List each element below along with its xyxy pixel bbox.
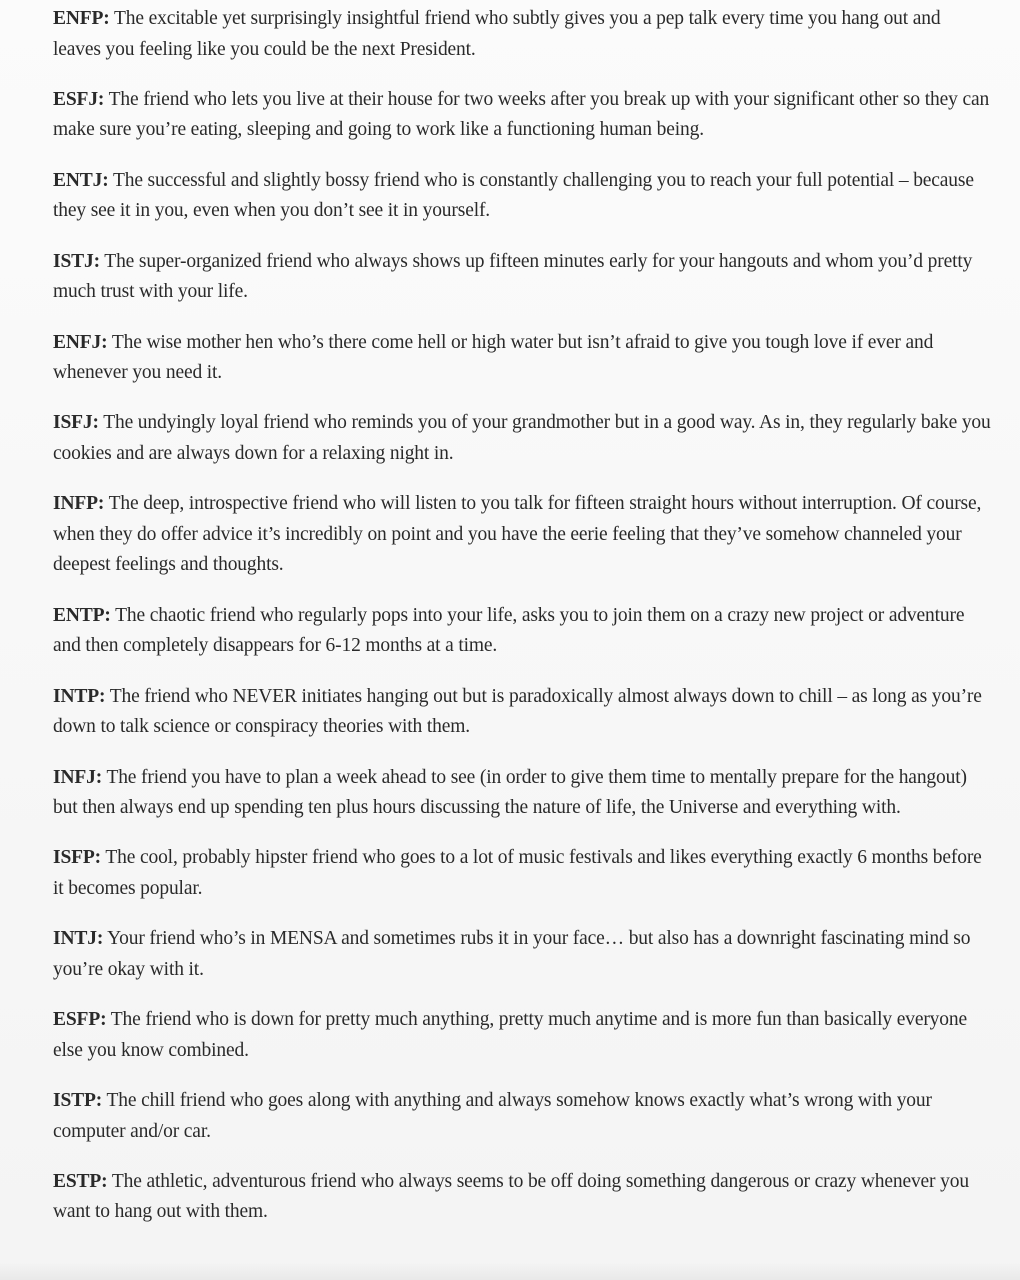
- entry-isfj: [53, 408, 992, 469]
- type-label: ENTJ:: [53, 169, 109, 191]
- entry-esfp: [53, 1005, 992, 1066]
- type-label: ESFJ:: [53, 88, 105, 110]
- type-label: ESTP:: [53, 1170, 108, 1192]
- type-label: INTJ:: [53, 928, 104, 950]
- type-description: The undyingly loyal friend who reminds you of your grandmother but in a good way. As in, they regularly bake you cookies and are always down for a relaxing night in.: [53, 412, 991, 464]
- entry-infj: [53, 763, 992, 824]
- entry-entj: [53, 166, 992, 227]
- type-label: ISTJ:: [53, 250, 100, 272]
- type-description: The chill friend who goes along with anything and always somehow knows exactly what’s wrong with your computer and/or car.: [53, 1090, 932, 1142]
- type-label: ISFP:: [53, 847, 102, 869]
- entry-enfp: [53, 4, 992, 65]
- entry-intp: [53, 682, 992, 743]
- entry-estp: [53, 1167, 992, 1228]
- type-label: ISFJ:: [53, 412, 99, 434]
- type-label: ENTP:: [53, 604, 111, 626]
- entry-istp: [53, 1086, 992, 1147]
- entry-esfj: [53, 85, 992, 146]
- type-label: ENFJ:: [53, 331, 108, 353]
- entry-istj: [53, 247, 992, 308]
- type-description: The friend who NEVER initiates hanging out but is paradoxically almost always down to chill – as long as you’re down to talk science or conspiracy theories with them.: [53, 685, 982, 738]
- type-description: The chaotic friend who regularly pops into your life, asks you to join them on a crazy new project or adventure and then completely disappears for 6-12 months at a time.: [53, 604, 965, 657]
- type-label: INFP:: [53, 493, 105, 515]
- type-label: INFJ:: [53, 766, 103, 788]
- type-label: ESFP:: [53, 1009, 107, 1031]
- type-description: The excitable yet surprisingly insightful friend who subtly gives you a pep talk every time you hang out and leaves you feeling like you could be the next President.: [53, 8, 941, 60]
- entry-entp: [53, 601, 992, 662]
- type-description: The friend you have to plan a week ahead to see (in order to give them time to mentally prepare for the hangout) but then always end up spending ten plus hours discussing the nature of life, the Universe and everything with.: [53, 766, 967, 819]
- type-description: The cool, probably hipster friend who goes to a lot of music festivals and likes everything exactly 6 months before it becomes popular.: [53, 847, 982, 899]
- type-description: The super-organized friend who always shows up fifteen minutes early for your hangouts and whom you’d pretty much trust with your life.: [53, 250, 973, 303]
- type-description: The wise mother hen who’s there come hell or high water but isn’t afraid to give you tough love if ever and whenever you need it.: [53, 331, 934, 384]
- type-description: Your friend who’s in MENSA and sometimes rubs it in your face… but also has a downright fascinating mind so you’re okay with it.: [53, 928, 971, 980]
- type-label: ISTP:: [53, 1090, 103, 1112]
- entry-infp: [53, 489, 992, 581]
- entry-enfj: [53, 328, 992, 389]
- type-description: The athletic, adventurous friend who always seems to be off doing something dangerous or crazy whenever you want to hang out with them.: [53, 1170, 969, 1223]
- type-label: INTP:: [53, 685, 106, 707]
- entry-intj: [53, 924, 992, 985]
- type-description: The successful and slightly bossy friend who is constantly challenging you to reach your full potential – because they see it in you, even when you don’t see it in yourself.: [53, 169, 974, 222]
- type-label: ENFP:: [53, 8, 110, 29]
- type-description: The friend who lets you live at their house for two weeks after you break up with your significant other so they can make sure you’re eating, sleeping and going to work like a functioning human being.: [53, 88, 990, 141]
- entry-isfp: [53, 843, 992, 904]
- type-description: The friend who is down for pretty much anything, pretty much anytime and is more fun than basically everyone else you know combined.: [53, 1009, 967, 1061]
- page-bottom-shadow: [0, 1262, 1020, 1280]
- type-description: The deep, introspective friend who will listen to you talk for fifteen straight hours without interruption. Of course, when they do offer advice it’s incredibly on point and you have the eerie feeling that they’ve somehow channeled your deepest feelings and thoughts.: [53, 493, 982, 576]
